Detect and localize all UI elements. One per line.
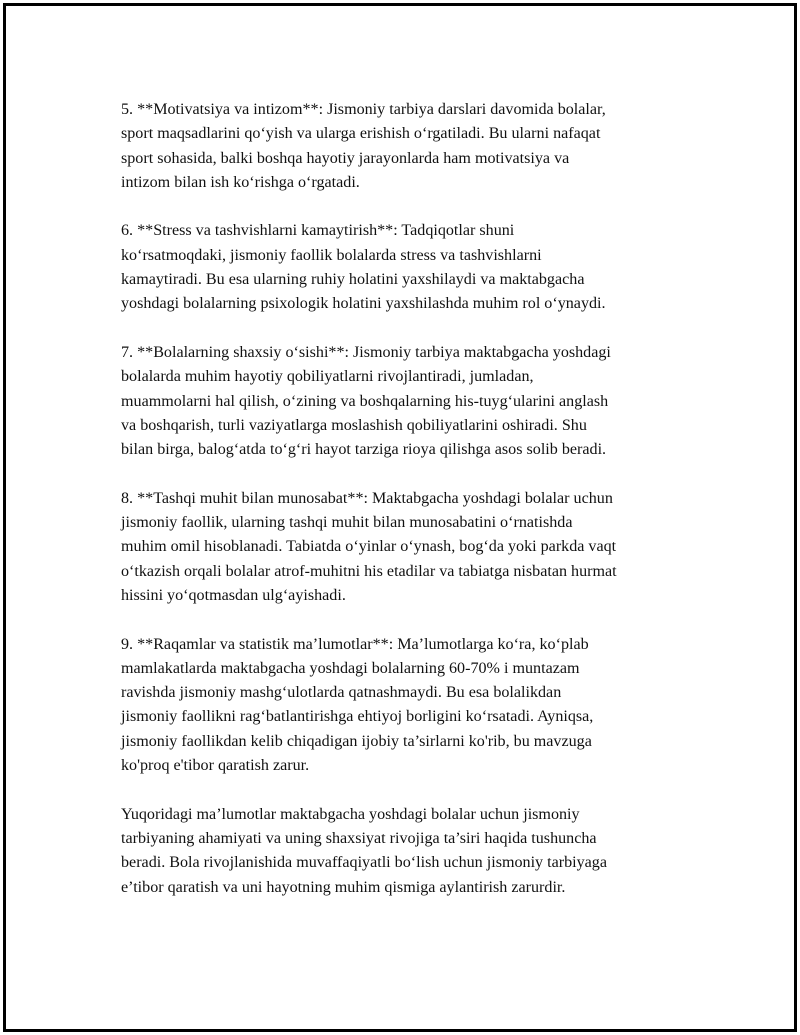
paragraph-stress: 6. **Stress va tashvishlarni kamaytirish**: Tadqiqotlar shuni ko‘rsatmoqdaki, jismoniy faollik bolalarda stress va tashvishlarni kamaytiradi. Bu esa ularning ruhiy holatini yaxshilaydi va maktabgacha yoshdagi bolalarning psixologik holatini yaxshilashda muhim rol o‘ynaydi.: [121, 222, 606, 313]
paragraph-environment: 8. **Tashqi muhit bilan munosabat**: Maktabgacha yoshdagi bolalar uchun jismoniy faollik, ularning tashqi muhit bilan munosabatini o‘rnatishda muhim omil hisoblanadi. Tabiatda o‘yinlar o‘ynash, bog‘da yoki parkda vaqt o‘tkazish orqali bolalar atrof-muhitni his etadilar va tabiatga nisbatan hurmat hissini yo‘qotmasdan ulg‘ayishadi.: [121, 489, 617, 604]
paragraph-motivation: 5. **Motivatsiya va intizom**: Jismoniy tarbiya darslari davomida bolalar, sport maqsadlarini qo‘yish va ularga erishish o‘rgatiladi. Bu ularni nafaqat sport sohasida, balki boshqa hayotiy jarayonlarda ham motivatsiya va intizom bilan ish ko‘rishga o‘rgatadi.: [121, 101, 606, 191]
paragraph-conclusion: Yuqoridagi ma’lumotlar maktabgacha yoshdagi bolalar uchun jismoniy tarbiyaning ahamiyati va uning shaxsiyat rivojiga ta’siri haqida tushuncha beradi. Bola rivojlanishida muvaffaqiyatli bo‘lish uchun jismoniy tarbiyaga e’tibor qaratish va uni hayotning muhim qismiga aylantirish zarurdir.: [121, 805, 607, 896]
paragraph-statistics: 9. **Raqamlar va statistik ma’lumotlar**: Ma’lumotlarga ko‘ra, ko‘plab mamlakatlarda maktabgacha yoshdagi bolalarning 60-70% i muntazam ravishda jismoniy mashg‘ulotlarda qatnashmaydi. Bu esa bolalikdan jismoniy faollikni rag‘batlantirishga ehtiyoj borligini ko‘rsatadi. Ayniqsa, jismoniy faollikdan kelib chiqadigan ijobiy ta’sirlarni ko'rib, bu mavzuga ko'proq e'tibor qaratish zarur.: [121, 635, 594, 775]
page-content: [121, 98, 691, 924]
page-frame: [3, 3, 797, 1032]
paragraph-personal-growth: 7. **Bolalarning shaxsiy o‘sishi**: Jismoniy tarbiya maktabgacha yoshdagi bolalarda muhim hayotiy qobiliyatlarni rivojlantiradi, jumladan, muammolarni hal qilish, o‘zining va boshqalarning his-tuyg‘ularini anglash va boshqarish, turli vaziyatlarga moslashish qobiliyatlarini oshiradi. Shu bilan birga, balog‘atda to‘g‘ri hayot tarziga rioya qilishga asos solib beradi.: [121, 343, 611, 459]
